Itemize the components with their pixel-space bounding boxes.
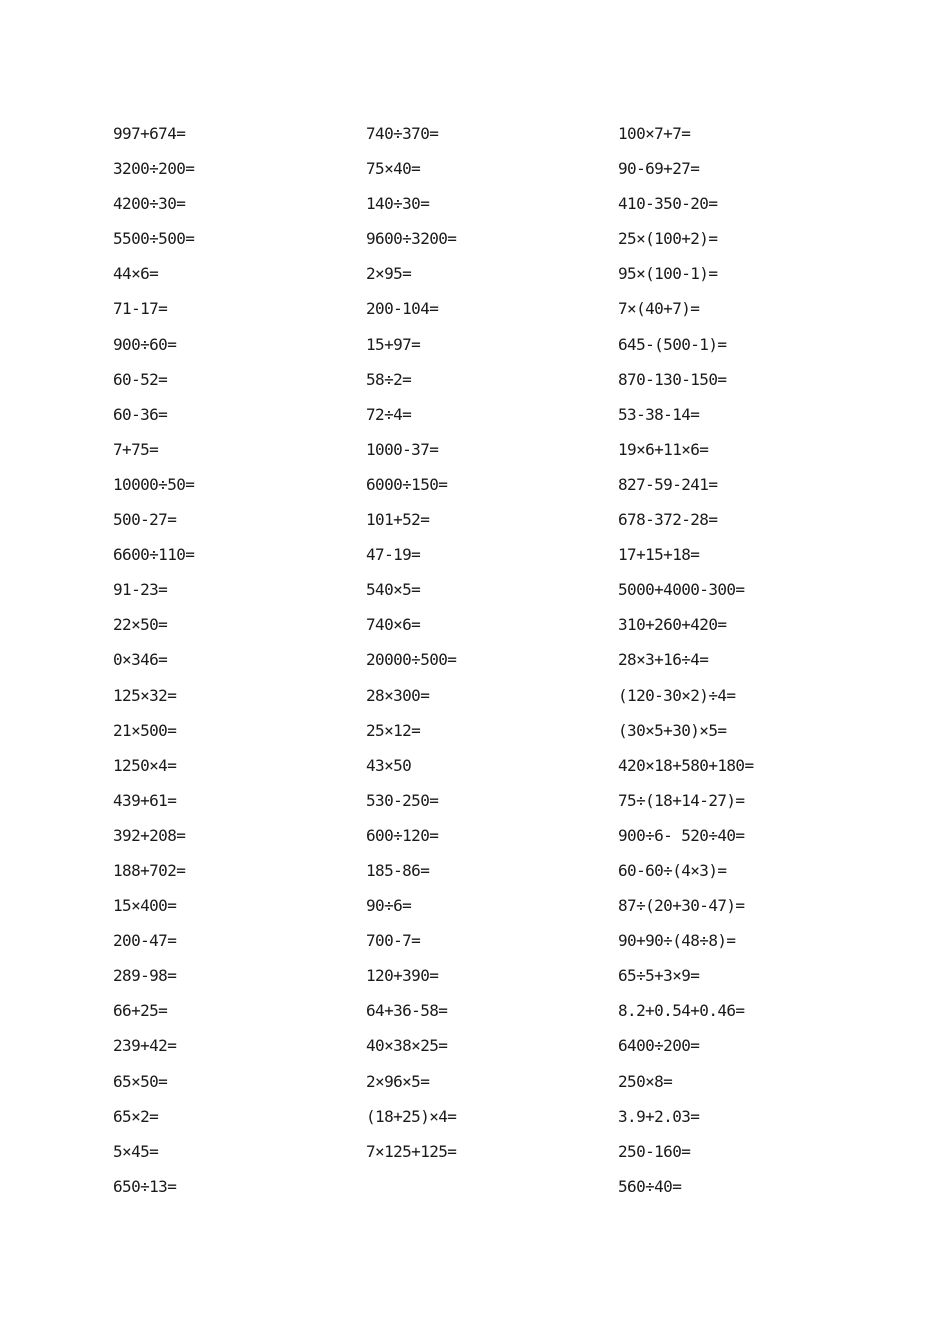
math-problem: 530-250= — [366, 790, 439, 810]
math-problem: 870-130-150= — [618, 369, 727, 389]
math-problem: 44×6= — [113, 264, 159, 284]
math-problem: 310+260+420= — [618, 615, 727, 635]
math-problem: 420×18+580+180= — [618, 755, 754, 775]
math-problem: 2×95= — [366, 264, 412, 284]
math-problem: 560÷40= — [618, 1176, 682, 1196]
math-problem: 645-(500-1)= — [618, 334, 727, 354]
math-problem: 997+674= — [113, 124, 186, 143]
math-problem: 5×45= — [113, 1141, 159, 1161]
math-problem: 6400÷200= — [618, 1036, 700, 1056]
math-problem: 8.2+0.54+0.46= — [618, 1001, 745, 1021]
math-problem: 140÷30= — [366, 194, 430, 214]
math-problem: (120-30×2)÷4= — [618, 685, 736, 705]
math-problem: 289-98= — [113, 966, 177, 986]
math-problem: 40×38×25= — [366, 1036, 448, 1056]
math-problem: 91-23= — [113, 580, 168, 600]
math-problem: 678-372-28= — [618, 510, 718, 530]
math-problem: 17+15+18= — [618, 545, 700, 565]
math-problem: 900÷60= — [113, 334, 177, 354]
math-problem: 7×125+125= — [366, 1141, 457, 1161]
math-problem: 540×5= — [366, 580, 421, 600]
math-problem: 6600÷110= — [113, 545, 195, 565]
math-problem: 25×12= — [366, 720, 421, 740]
math-problem: 650÷13= — [113, 1176, 177, 1196]
math-problem: 28×3+16÷4= — [618, 650, 709, 670]
math-problem: 95×(100-1)= — [618, 264, 718, 284]
math-problem: 250×8= — [618, 1071, 673, 1091]
math-problem: 125×32= — [113, 685, 177, 705]
math-problem: 90-69+27= — [618, 159, 700, 179]
math-problem: 65÷5+3×9= — [618, 966, 700, 986]
math-problem: 3200÷200= — [113, 159, 195, 179]
math-problem: 7+75= — [113, 439, 159, 459]
math-problem: 410-350-20= — [618, 194, 718, 214]
math-problem: 53-38-14= — [618, 404, 700, 424]
math-problem: 900÷6- 520÷40= — [618, 825, 745, 845]
math-problem: 740×6= — [366, 615, 421, 635]
math-problem: 250-160= — [618, 1141, 691, 1161]
math-problem: 25×(100+2)= — [618, 229, 718, 249]
math-problem: 66+25= — [113, 1001, 168, 1021]
math-problem: 87÷(20+30-47)= — [618, 896, 745, 916]
math-problem: 600÷120= — [366, 825, 439, 845]
math-problem: 75÷(18+14-27)= — [618, 790, 745, 810]
math-problem: 43×50 — [366, 755, 412, 775]
math-problem: 4200÷30= — [113, 194, 186, 214]
math-problem: 439+61= — [113, 790, 177, 810]
math-problem: 185-86= — [366, 860, 430, 880]
math-problem: (30×5+30)×5= — [618, 720, 727, 740]
math-problem: 60-52= — [113, 369, 168, 389]
math-problem: 2×96×5= — [366, 1071, 430, 1091]
problem-column-2 — [366, 119, 606, 1172]
problem-column-1 — [113, 119, 353, 1207]
math-problem: 740÷370= — [366, 124, 439, 143]
math-problem: 47-19= — [366, 545, 421, 565]
math-problem: 392+208= — [113, 825, 186, 845]
math-problem: 22×50= — [113, 615, 168, 635]
math-problem: 75×40= — [366, 159, 421, 179]
math-problem: (18+25)×4= — [366, 1106, 457, 1126]
math-problem: 19×6+11×6= — [618, 439, 709, 459]
math-problem: 1250×4= — [113, 755, 177, 775]
math-problem: 58÷2= — [366, 369, 412, 389]
math-problem: 64+36-58= — [366, 1001, 448, 1021]
math-problem: 500-27= — [113, 510, 177, 530]
math-problem: 21×500= — [113, 720, 177, 740]
math-problem: 28×300= — [366, 685, 430, 705]
math-problem: 700-7= — [366, 931, 421, 951]
math-problem: 827-59-241= — [618, 474, 718, 494]
math-problem: 200-104= — [366, 299, 439, 319]
math-problem: 15+97= — [366, 334, 421, 354]
math-problem: 72÷4= — [366, 404, 412, 424]
math-problem: 90+90÷(48÷8)= — [618, 931, 736, 951]
math-problem: 239+42= — [113, 1036, 177, 1056]
math-problem: 6000÷150= — [366, 474, 448, 494]
math-problem: 71-17= — [113, 299, 168, 319]
math-problem: 7×(40+7)= — [618, 299, 700, 319]
math-problem: 5000+4000-300= — [618, 580, 745, 600]
math-problem: 60-60÷(4×3)= — [618, 860, 727, 880]
math-problem: 15×400= — [113, 896, 177, 916]
math-problem: 101+52= — [366, 510, 430, 530]
math-problem: 1000-37= — [366, 439, 439, 459]
math-problem: 65×50= — [113, 1071, 168, 1091]
math-problem: 200-47= — [113, 931, 177, 951]
problem-column-3 — [618, 119, 858, 1207]
math-problem: 65×2= — [113, 1106, 159, 1126]
math-problem: 188+702= — [113, 860, 186, 880]
math-problem: 0×346= — [113, 650, 168, 670]
math-problem: 90÷6= — [366, 896, 412, 916]
math-problem: 100×7+7= — [618, 124, 691, 143]
math-problem: 3.9+2.03= — [618, 1106, 700, 1126]
math-problem: 5500÷500= — [113, 229, 195, 249]
math-problem: 120+390= — [366, 966, 439, 986]
math-problem: 20000÷500= — [366, 650, 457, 670]
math-problem: 10000÷50= — [113, 474, 195, 494]
math-problem: 9600÷3200= — [366, 229, 457, 249]
math-problem: 60-36= — [113, 404, 168, 424]
